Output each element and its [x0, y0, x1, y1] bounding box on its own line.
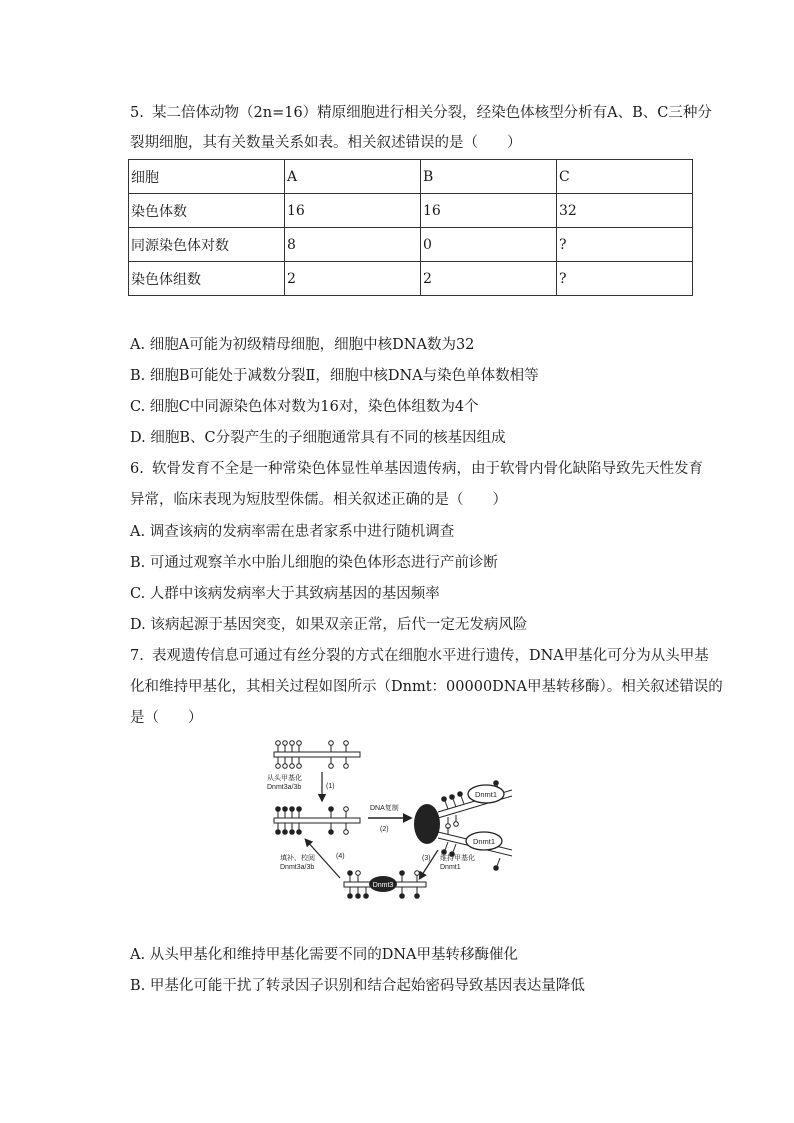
label-fill: 填补、校阅 — [280, 855, 315, 862]
step2-label: (2) — [380, 826, 389, 833]
q6-stem-line-2: 异常，临床表现为短肢型侏儒。相关叙述正确的是（ ） — [130, 492, 507, 508]
q7-stem-line-3: 是（ ） — [130, 710, 203, 726]
label-fill-enzyme: Dnmt3a/3b — [280, 864, 315, 871]
table-cell: 16 — [285, 194, 421, 228]
table-cell: 2 — [285, 262, 421, 296]
label-maintain-enzyme: Dnmt1 — [440, 864, 461, 871]
q5-stem-line-1: 5. 某二倍体动物（2n=16）精原细胞进行相关分裂，经染色体核型分析有A、B、C三种分 — [130, 105, 712, 121]
step4-label: (4) — [336, 853, 345, 860]
table-cell: 细胞 — [129, 160, 285, 194]
q5-option-c: C. 细胞C中同源染色体对数为16对，染色体组数为4个 — [130, 399, 479, 415]
table-cell: 染色体组数 — [129, 262, 285, 296]
table-row — [129, 262, 693, 296]
table-cell: 0 — [421, 228, 557, 262]
q5-stem-line-2: 裂期细胞，其有关数量关系如表。相关叙述错误的是（ ） — [130, 135, 522, 151]
methylated-dna — [274, 807, 360, 835]
dnmt3-label: Dnmt3 — [372, 882, 394, 889]
q7-option-a: A. 从头甲基化和维持甲基化需要不同的DNA甲基转移酶催化 — [130, 947, 518, 963]
label-replication: DNA复制 — [370, 805, 399, 812]
step3-label: (3) — [422, 855, 431, 862]
q6-number: 6. — [130, 461, 144, 477]
q5-option-a: A. 细胞A可能为初级精母细胞，细胞中核DNA数为32 — [130, 337, 475, 353]
table-header-row — [129, 160, 693, 194]
table-cell: ? — [557, 228, 693, 262]
q5-data-table — [128, 159, 693, 296]
dnmt1-label-top: Dnmt1 — [474, 790, 498, 799]
table-cell: B — [421, 160, 557, 194]
table-cell: A — [285, 160, 421, 194]
q7-number: 7. — [130, 648, 144, 664]
q7-stem-line-2: 化和维持甲基化，其相关过程如图所示（Dnmt：00000DNA甲基转移酶）。相关叙述错误的 — [130, 679, 723, 695]
table-cell: 32 — [557, 194, 693, 228]
table-cell: 16 — [421, 194, 557, 228]
table-cell: 染色体数 — [129, 194, 285, 228]
q5-option-d: D. 细胞B、C分裂产生的子细胞通常具有不同的核基因组成 — [130, 430, 506, 446]
q7-stem-line-1: 7. 表观遗传信息可通过有丝分裂的方式在细胞水平进行遗传，DNA甲基化可分为从头甲基 — [130, 648, 709, 664]
table-cell: 2 — [421, 262, 557, 296]
unmethylated-dna — [274, 741, 360, 769]
dna-methylation-diagram — [262, 738, 532, 908]
q6-option-a: A. 调查该病的发病率需在患者家系中进行随机调查 — [130, 524, 455, 540]
q6-option-d: D. 该病起源于基因突变，如果双亲正常，后代一定无发病风险 — [130, 617, 528, 633]
table-row — [129, 228, 693, 262]
step1-label: (1) — [326, 783, 335, 790]
table-cell: C — [557, 160, 693, 194]
label-denovo: 从头甲基化 — [267, 775, 302, 782]
label-denovo-enzyme: Dnmt3a/3b — [267, 784, 302, 791]
q5-number: 5. — [130, 105, 144, 121]
table-cell: 同源染色体对数 — [129, 228, 285, 262]
label-maintain: 维持甲基化 — [440, 855, 475, 862]
q6-option-c: C. 人群中该病发病率大于其致病基因的基因频率 — [130, 586, 440, 602]
dnmt1-label-bottom: Dnmt1 — [472, 837, 496, 846]
q6-stem-line-1: 6. 软骨发育不全是一种常染色体显性单基因遗传病，由于软骨内骨化缺陷导致先天性发育 — [130, 461, 703, 477]
table-cell: 8 — [285, 228, 421, 262]
q5-option-b: B. 细胞B可能处于减数分裂Ⅱ，细胞中核DNA与染色单体数相等 — [130, 368, 539, 384]
q6-option-b: B. 可通过观察羊水中胎儿细胞的染色体形态进行产前诊断 — [130, 555, 498, 571]
table-row — [129, 194, 693, 228]
q7-option-b: B. 甲基化可能干扰了转录因子识别和结合起始密码导致基因表达量降低 — [130, 978, 585, 994]
table-cell: ? — [557, 262, 693, 296]
